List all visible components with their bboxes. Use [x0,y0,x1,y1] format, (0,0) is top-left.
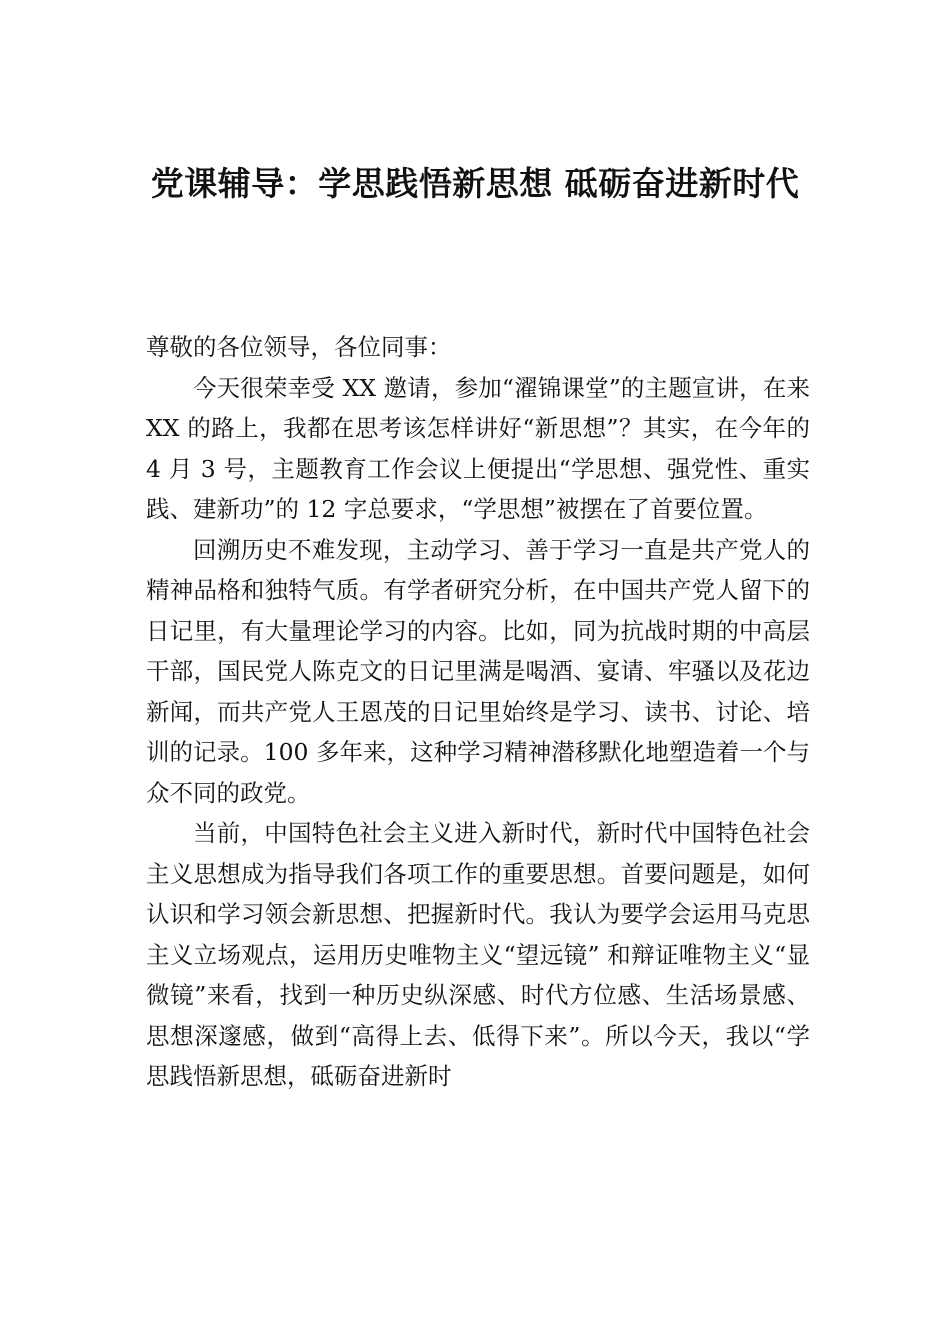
paragraph-2: 回溯历史不难发现，主动学习、善于学习一直是共产党人的精神品格和独特气质。有学者研究分析，在中国共产党人留下的日记里，有大量理论学习的内容。比如，同为抗战时期的中高层干部，国民党人陈克文的日记里满是喝酒、宴请、牢骚以及花边新闻，而共产党人王恩茂的日记里始终是学习、读书、讨论、培训的记录。100 多年来，这种学习精神潜移默化地塑造着一个与众不同的政党。 [146,535,810,807]
salutation: 尊敬的各位领导，各位同事： [146,333,452,361]
document-title: 党课辅导：学思践悟新思想 砥砺奋进新时代 [150,164,800,203]
document-body [146,327,810,1097]
paragraph-1: 今天很荣幸受 XX 邀请，参加“濯锦课堂”的主题宣讲，在来 XX 的路上，我都在思考该怎样讲好“新思想”？其实，在今年的 4 月 3 号，主题教育工作会议上便提出“学思想、强党性、重实践、建新功”的 12 字总要求，“学思想”被摆在了首要位置。 [146,373,810,523]
paragraph-3: 当前，中国特色社会主义进入新时代，新时代中国特色社会主义思想成为指导我们各项工作的重要思想。首要问题是，如何认识和学习领会新思想、把握新时代。我认为要学会运用马克思主义立场观点，运用历史唯物主义“望远镜” 和辩证唯物主义“显微镜”来看，找到一种历史纵深感、时代方位感、生活场景感、思想深邃感，做到“高得上去、低得下来”。所以今天，我以“学思践悟新思想，砥砺奋进新时 [146,819,810,1090]
